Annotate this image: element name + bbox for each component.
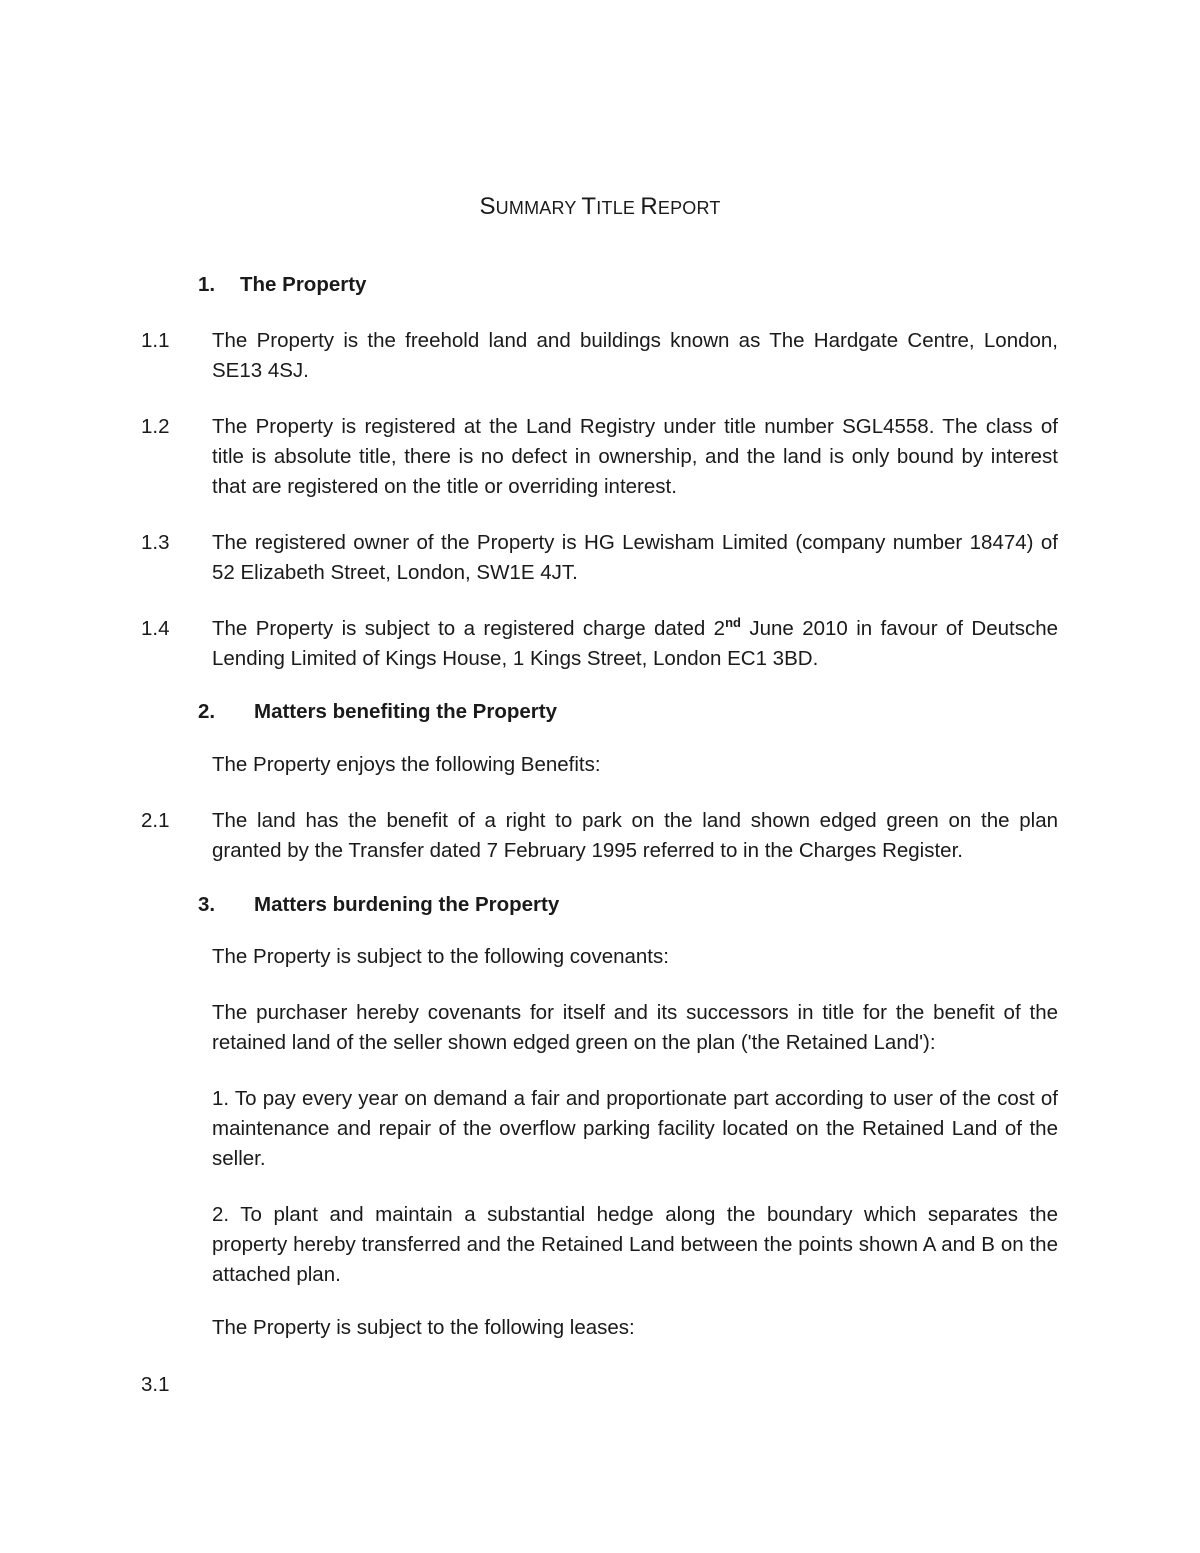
clause-text-part: The Property is subject to a registered charge dated 2 bbox=[212, 617, 726, 640]
clause-text: The registered owner of the Property is HG Lewisham Limited (company number 18474) of 52 Elizabeth Street, London, SW1E 4JT. bbox=[212, 531, 1058, 584]
clause-number: 1.4 bbox=[141, 617, 170, 640]
clause-number: 1.2 bbox=[141, 415, 170, 438]
clause-number: 2.1 bbox=[141, 809, 170, 832]
leases-intro: The Property is subject to the following leases: bbox=[212, 1316, 635, 1339]
clause-text: The Property is the freehold land and buildings known as The Hardgate Centre, London, SE13 4SJ. bbox=[212, 329, 1058, 382]
clause-number: 1.3 bbox=[141, 531, 170, 554]
section-number: 2. bbox=[198, 700, 216, 723]
title-part: S bbox=[479, 193, 496, 220]
clause-text: The land has the benefit of a right to park on the land shown edged green on the plan granted by the Transfer dated 7 February 1995 referred to in the Charges Register. bbox=[212, 809, 1058, 862]
section-intro: The Property enjoys the following Benefits: bbox=[212, 753, 601, 776]
section-intro: The Property is subject to the following covenants: bbox=[212, 945, 669, 968]
document-title bbox=[0, 192, 1200, 223]
title-part: R bbox=[640, 193, 658, 220]
clause-text bbox=[212, 614, 1058, 674]
covenant-intro: The purchaser hereby covenants for itself and its successors in title for the benefit of the retained land of the seller shown edged green on the plan ('the Retained Land'): bbox=[212, 1001, 1058, 1054]
section-heading-text: The Property bbox=[240, 273, 367, 296]
title-part: T bbox=[581, 193, 597, 220]
clause-number: 1.1 bbox=[141, 329, 170, 352]
ordinal-superscript: nd bbox=[725, 615, 741, 630]
section-number: 1. bbox=[198, 273, 216, 296]
section-3-heading bbox=[198, 890, 898, 920]
clause-text: The Property is registered at the Land Registry under title number SGL4558. The class of title is absolute title, there is no defect in ownership, and the land is only bound by interest that are registered on the title or overriding interest. bbox=[212, 415, 1058, 498]
clause-number: 3.1 bbox=[141, 1373, 170, 1396]
title-part: ITLE bbox=[596, 198, 641, 218]
section-1-heading bbox=[198, 270, 798, 300]
clause-text-part: June 2010 in favour of Deutsche Lending Limited of Kings House, 1 Kings Street, London EC1 3BD. bbox=[212, 617, 1058, 670]
title-part: UMMARY bbox=[495, 198, 582, 218]
section-heading-text: Matters benefiting the Property bbox=[254, 700, 557, 723]
section-2-heading bbox=[198, 697, 898, 727]
title-part: EPORT bbox=[657, 198, 721, 218]
covenant-item: 2. To plant and maintain a substantial hedge along the boundary which separates the property hereby transferred and the Retained Land between the points shown A and B on the attached plan. bbox=[212, 1203, 1058, 1286]
section-number: 3. bbox=[198, 893, 216, 916]
covenant-item: 1. To pay every year on demand a fair and proportionate part according to user of the cost of maintenance and repair of the overflow parking facility located on the Retained Land of the seller. bbox=[212, 1087, 1058, 1170]
section-heading-text: Matters burdening the Property bbox=[254, 893, 560, 916]
